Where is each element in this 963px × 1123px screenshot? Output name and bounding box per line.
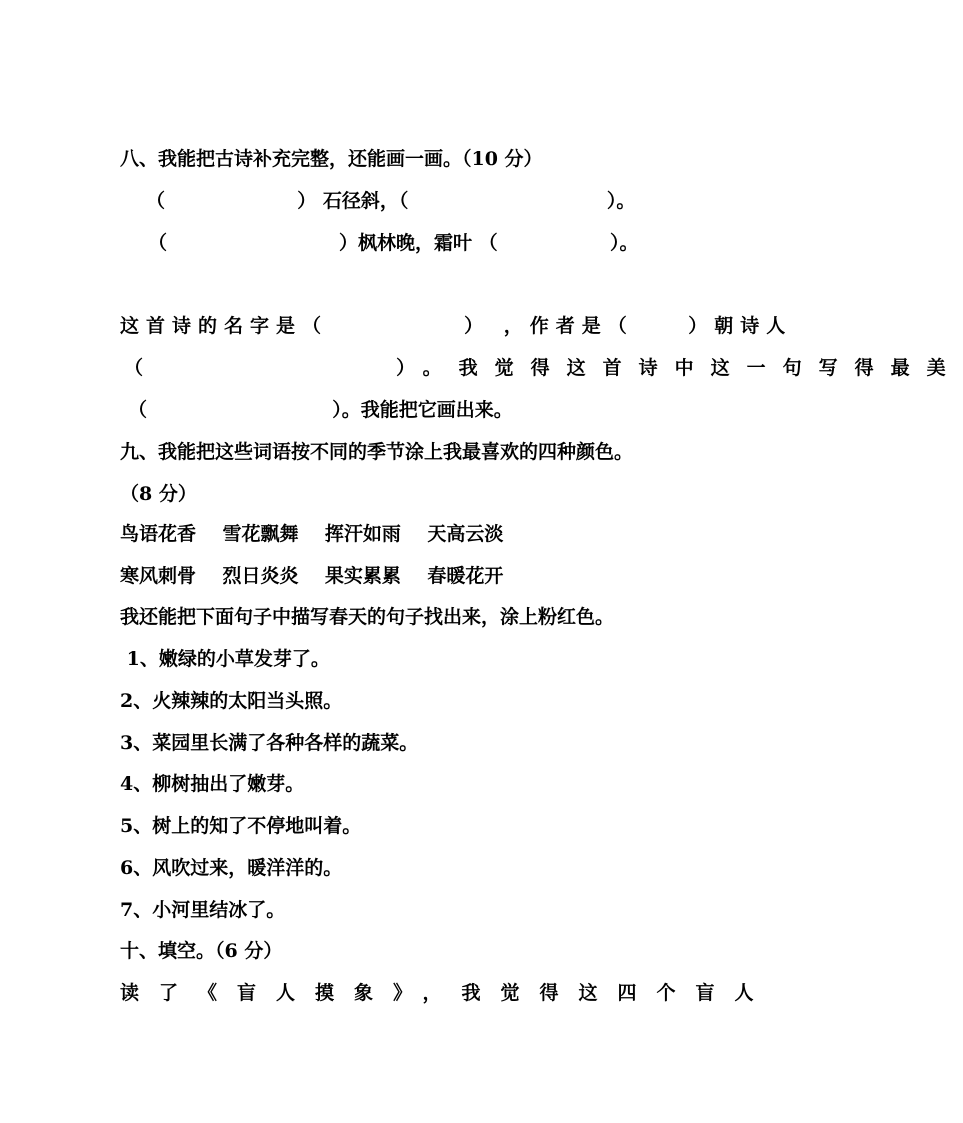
section-10-heading: 十、填空。（6 分） xyxy=(120,940,283,962)
sentence-item: 7、小河里结冰了。 xyxy=(120,899,286,921)
sentence-item: 3、菜园里长满了各种各样的蔬菜。 xyxy=(120,732,419,754)
section-8-heading: 八、我能把古诗补充完整，还能画一画。（10 分） xyxy=(120,148,543,170)
section-9-score: （8 分） xyxy=(120,483,197,505)
section-10-line-1: 读了《盲人摸象》，我觉得这四个盲人 xyxy=(120,982,774,1004)
poem-line-1: （ ） 石径斜，（ ）。 xyxy=(146,190,636,212)
words-row-2: 寒风刺骨 烈日炎炎 果实累累 春暖花开 xyxy=(120,565,504,587)
poem-question-line-3: （ ）。我能把它画出来。 xyxy=(128,399,513,421)
sentence-item: 2、火辣辣的太阳当头照。 xyxy=(120,690,343,712)
sentence-item: 5、树上的知了不停地叫着。 xyxy=(120,815,362,837)
sentence-item: 4、柳树抽出了嫩芽。 xyxy=(120,773,305,795)
sentence-item: 1、嫩绿的小草发芽了。 xyxy=(120,648,330,670)
poem-question-line-2: （ ）。我觉得这首诗中这一句写得最美 xyxy=(124,357,963,379)
spring-instruction: 我还能把下面句子中描写春天的句子找出来，涂上粉红色。 xyxy=(120,606,615,628)
words-row-1: 鸟语花香 雪花飘舞 挥汗如雨 天高云淡 xyxy=(120,523,504,545)
sentence-item: 6、风吹过来，暖洋洋的。 xyxy=(120,857,343,879)
poem-line-2: （ ）枫林晚，霜叶 （ ）。 xyxy=(148,232,639,254)
poem-question-line-1: 这首诗的名字是（ ） ，作者是（ ）朝诗人 xyxy=(120,315,793,337)
section-9-heading: 九、我能把这些词语按不同的季节涂上我最喜欢的四种颜色。 xyxy=(120,441,634,463)
